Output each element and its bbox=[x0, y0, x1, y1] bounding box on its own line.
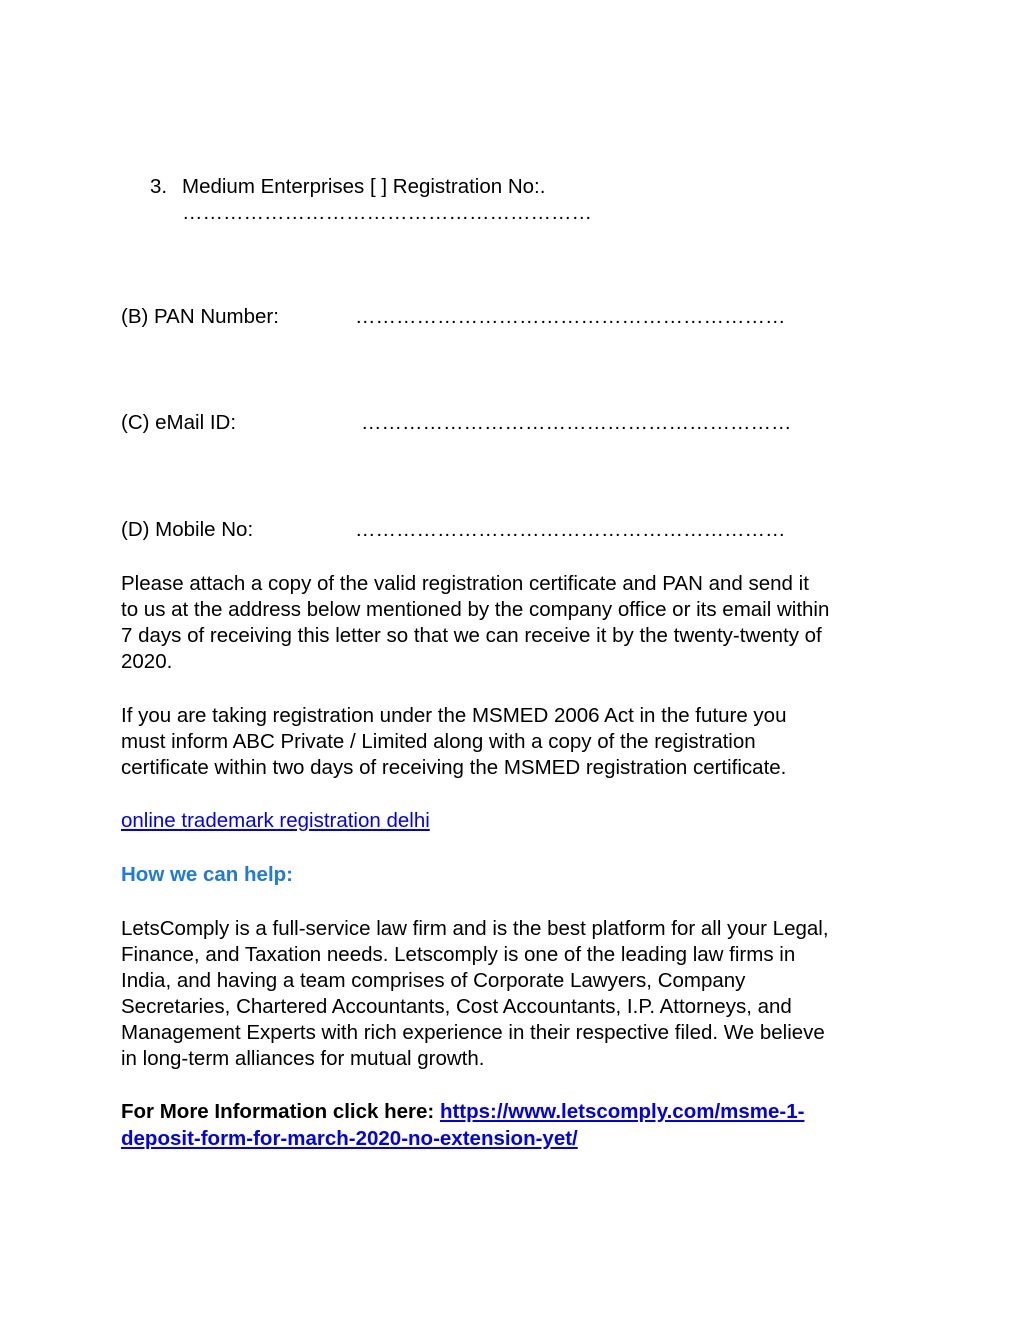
about-line: India, and having a team comprises of Corporate Lawyers, Company bbox=[121, 969, 746, 992]
about-paragraph bbox=[121, 916, 921, 1072]
letscomply-url-link-part-1[interactable]: https://www.letscomply.com/msme-1- bbox=[439, 1100, 805, 1123]
about-line: Finance, and Taxation needs. Letscomply is one of the leading law firms in bbox=[121, 943, 796, 966]
future-line: must inform ABC Private / Limited along with a copy of the registration bbox=[121, 730, 756, 753]
help-heading: How we can help: bbox=[121, 863, 293, 886]
trademark-registration-link[interactable]: online trademark registration delhi bbox=[121, 809, 430, 832]
attach-paragraph bbox=[121, 571, 921, 675]
item-3-number: 3. bbox=[150, 175, 168, 198]
about-line: Management Experts with rich experience in their respective filed. We believe bbox=[121, 1021, 825, 1044]
pan-label: (B) PAN Number: bbox=[121, 305, 279, 328]
letscomply-url-link-part-2[interactable]: deposit-form-for-march-2020-no-extension-yet/ bbox=[121, 1127, 578, 1150]
mobile-dots: ……………………………………………………… bbox=[355, 518, 786, 541]
mobile-label: (D) Mobile No: bbox=[121, 518, 254, 541]
future-line: certificate within two days of receiving the MSMED registration certificate. bbox=[121, 756, 787, 779]
more-info-line-1 bbox=[121, 1099, 804, 1125]
more-info-label: For More Information click here: bbox=[121, 1100, 435, 1123]
email-label: (C) eMail ID: bbox=[121, 411, 237, 434]
attach-line: 7 days of receiving this letter so that we can receive it by the twenty-twenty of bbox=[121, 624, 822, 647]
pan-dots: ……………………………………………………… bbox=[355, 305, 786, 328]
more-info-line-2 bbox=[121, 1126, 578, 1152]
about-line: Secretaries, Chartered Accountants, Cost Accountants, I.P. Attorneys, and bbox=[121, 995, 792, 1018]
about-line: in long-term alliances for mutual growth. bbox=[121, 1047, 485, 1070]
email-dots: ……………………………………………………… bbox=[361, 411, 792, 434]
future-line: If you are taking registration under the MSMED 2006 Act in the future you bbox=[121, 704, 787, 727]
future-paragraph bbox=[121, 703, 921, 781]
about-line: LetsComply is a full-service law firm and is the best platform for all your Legal, bbox=[121, 917, 829, 940]
attach-line: Please attach a copy of the valid registration certificate and PAN and send it bbox=[121, 572, 809, 595]
attach-line: 2020. bbox=[121, 650, 173, 673]
item-3-dots: …………………………………………………… bbox=[182, 201, 592, 224]
item-3-label: Medium Enterprises [ ] Registration No:. bbox=[182, 175, 546, 198]
attach-line: to us at the address below mentioned by the company office or its email within bbox=[121, 598, 830, 621]
